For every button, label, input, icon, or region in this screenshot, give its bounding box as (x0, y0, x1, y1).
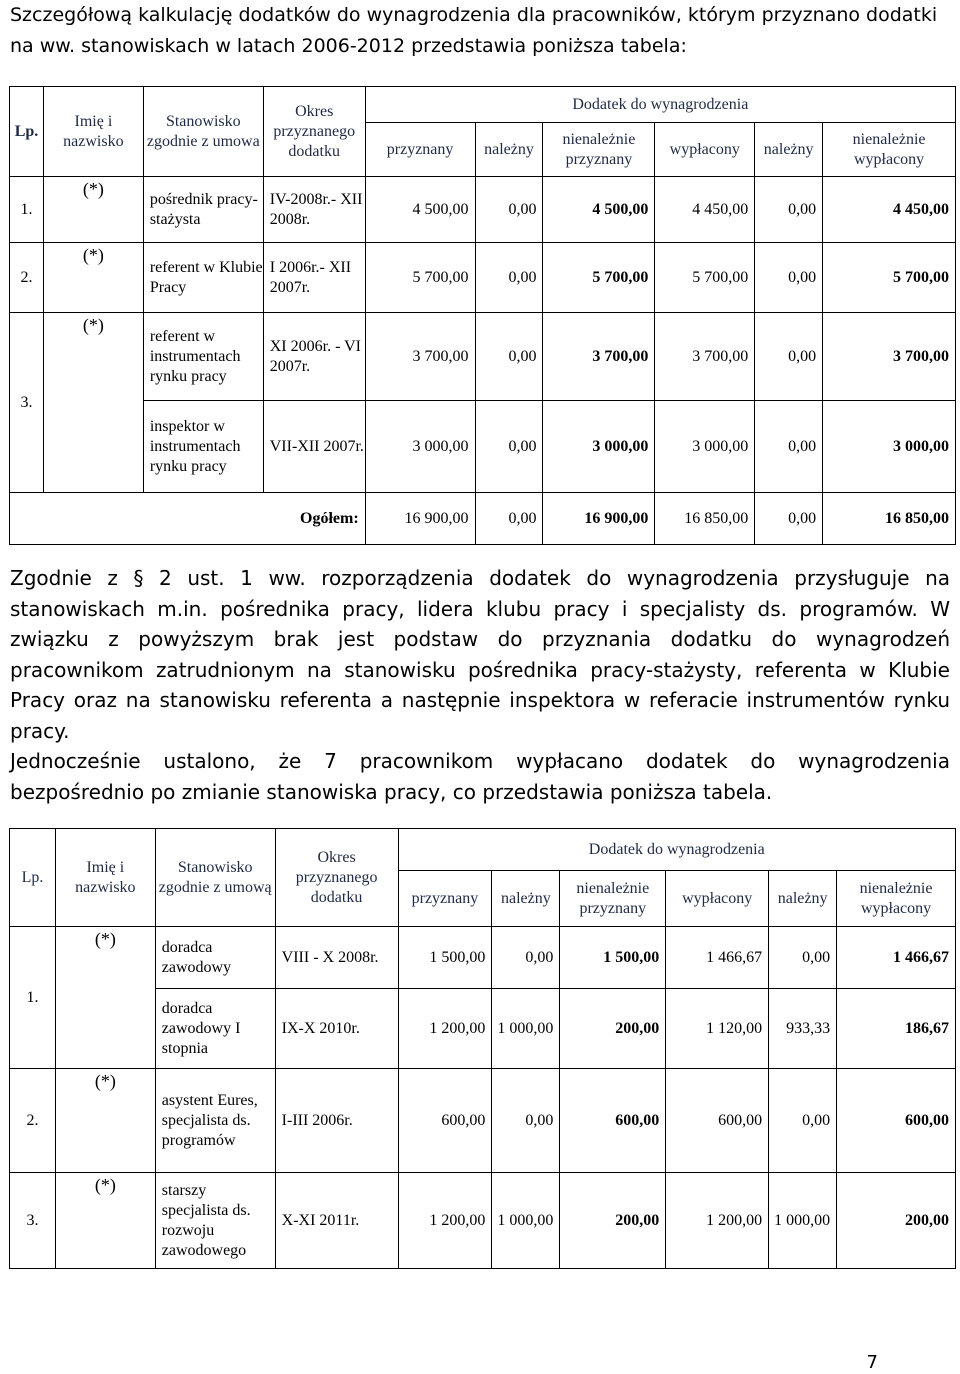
cell-value: 1 200,00 (398, 989, 492, 1069)
cell-value: 0,00 (769, 927, 837, 989)
cell-value: 3 000,00 (655, 401, 755, 493)
row-name: (*) (43, 177, 143, 243)
cell-value: 200,00 (837, 1173, 956, 1269)
header-col: nienależnie przyznany (543, 123, 655, 177)
cell-value: 1 000,00 (492, 1173, 560, 1269)
cell-value: 1 000,00 (769, 1173, 837, 1269)
cell-value: 0,00 (475, 401, 543, 493)
cell-value: 1 120,00 (666, 989, 769, 1069)
header-col: nienależnie wypłacony (837, 871, 956, 927)
header-col: nienależnie przyznany (560, 871, 666, 927)
cell-value: 5 700,00 (365, 243, 475, 313)
row-name: (*) (55, 927, 155, 1069)
header-col: należny (755, 123, 823, 177)
cell-value: 5 700,00 (655, 243, 755, 313)
body-paragraph (10, 563, 950, 807)
header-period: Okres przyznanego dodatku (275, 829, 398, 927)
cell-value: 186,67 (837, 989, 956, 1069)
cell-value: 200,00 (560, 989, 666, 1069)
row-name: (*) (55, 1069, 155, 1173)
cell-value: 0,00 (475, 243, 543, 313)
header-col: należny (492, 871, 560, 927)
cell-value: 600,00 (560, 1069, 666, 1173)
total-value: 0,00 (755, 493, 823, 545)
header-col: nienależnie wypłacony (823, 123, 956, 177)
row-position: inspektor w instrumentach rynku pracy (143, 401, 263, 493)
row-position: referent w instrumentach rynku pracy (143, 313, 263, 401)
row-position: pośrednik pracy-stażysta (143, 177, 263, 243)
header-name: Imię i nazwisko (43, 87, 143, 177)
row-lp: 1. (10, 927, 56, 1069)
cell-value: 4 500,00 (365, 177, 475, 243)
paragraph-1: Zgodnie z § 2 ust. 1 ww. rozporządzenia dodatek do wynagrodzenia przysługuje na stanowiskach m.in. pośrednika pracy, lidera klubu pracy i specjalisty ds. programów. W związku z powyższym brak jest podstaw do przyznania dodatku do wynagrodzeń pracownikom zatrudnionym na stanowisku pośrednika pracy-stażysty, referenta w Klubie Pracy oraz na stanowisku referenta a następnie inspektora w referacie instrumentów rynku pracy. (10, 566, 950, 743)
total-row (10, 493, 956, 545)
cell-value: 600,00 (837, 1069, 956, 1173)
cell-value: 0,00 (492, 1069, 560, 1173)
cell-value: 0,00 (475, 313, 543, 401)
header-col: przyznany (365, 123, 475, 177)
table-row (10, 177, 956, 243)
cell-value: 1 200,00 (398, 1173, 492, 1269)
total-value: 16 850,00 (823, 493, 956, 545)
row-lp: 3. (10, 1173, 56, 1269)
header-position: Stanowisko zgodnie z umową (155, 829, 275, 927)
row-period: I-III 2006r. (275, 1069, 398, 1173)
row-name: (*) (43, 313, 143, 493)
total-value: 16 850,00 (655, 493, 755, 545)
row-period: I 2006r.- XII 2007r. (263, 243, 365, 313)
table-row (10, 1069, 956, 1173)
cell-value: 1 466,67 (837, 927, 956, 989)
row-period: IV-2008r.- XII 2008r. (263, 177, 365, 243)
header-col: przyznany (398, 871, 492, 927)
header-col: wypłacony (655, 123, 755, 177)
row-lp: 2. (10, 243, 44, 313)
cell-value: 4 450,00 (823, 177, 956, 243)
total-value: 16 900,00 (365, 493, 475, 545)
row-name: (*) (55, 1173, 155, 1269)
table-row (10, 1173, 956, 1269)
cell-value: 0,00 (492, 927, 560, 989)
total-value: 16 900,00 (543, 493, 655, 545)
cell-value: 1 200,00 (666, 1173, 769, 1269)
cell-value: 3 700,00 (365, 313, 475, 401)
cell-value: 1 500,00 (398, 927, 492, 989)
table-row (10, 927, 956, 989)
cell-value: 3 700,00 (655, 313, 755, 401)
total-value: 0,00 (475, 493, 543, 545)
cell-value: 4 500,00 (543, 177, 655, 243)
header-name: Imię i nazwisko (55, 829, 155, 927)
total-label: Ogółem: (10, 493, 366, 545)
page-number: 7 (866, 1352, 878, 1373)
cell-value: 933,33 (769, 989, 837, 1069)
table-row (10, 401, 956, 493)
row-lp: 3. (10, 313, 44, 493)
header-lp: Lp. (10, 829, 56, 927)
cell-value: 200,00 (560, 1173, 666, 1269)
cell-value: 0,00 (769, 1069, 837, 1173)
row-position: doradca zawodowy I stopnia (155, 989, 275, 1069)
header-group: Dodatek do wynagrodzenia (365, 87, 955, 123)
cell-value: 0,00 (755, 243, 823, 313)
row-position: doradca zawodowy (155, 927, 275, 989)
cell-value: 0,00 (755, 313, 823, 401)
row-period: XI 2006r. - VI 2007r. (263, 313, 365, 401)
cell-value: 1 466,67 (666, 927, 769, 989)
paragraph-2: Jednocześnie ustalono, że 7 pracownikom wypłacano dodatek do wynagrodzenia bezpośrednio po zmianie stanowiska pracy, co przedstawia poniższa tabela. (10, 749, 950, 804)
row-period: VII-XII 2007r. (263, 401, 365, 493)
row-period: IX-X 2010r. (275, 989, 398, 1069)
allowance-table-2 (9, 828, 956, 1269)
header-col: należny (475, 123, 543, 177)
header-period: Okres przyznanego dodatku (263, 87, 365, 177)
intro-text: Szczegółową kalkulację dodatków do wynagrodzenia dla pracowników, którym przyznano dodatki na ww. stanowiskach w latach 2006-2012 przedstawia poniższa tabela: (10, 4, 938, 57)
cell-value: 5 700,00 (543, 243, 655, 313)
cell-value: 0,00 (475, 177, 543, 243)
header-lp: Lp. (10, 87, 44, 177)
cell-value: 600,00 (666, 1069, 769, 1173)
row-position: starszy specjalista ds. rozwoju zawodowego (155, 1173, 275, 1269)
cell-value: 5 700,00 (823, 243, 956, 313)
cell-value: 4 450,00 (655, 177, 755, 243)
allowance-table-1 (9, 86, 956, 545)
cell-value: 3 000,00 (823, 401, 956, 493)
cell-value: 3 700,00 (823, 313, 956, 401)
table-row (10, 243, 956, 313)
row-position: referent w Klubie Pracy (143, 243, 263, 313)
header-col: wypłacony (666, 871, 769, 927)
table-row (10, 313, 956, 401)
row-period: X-XI 2011r. (275, 1173, 398, 1269)
cell-value: 1 500,00 (560, 927, 666, 989)
cell-value: 0,00 (755, 177, 823, 243)
cell-value: 3 000,00 (365, 401, 475, 493)
cell-value: 0,00 (755, 401, 823, 493)
row-period: VIII - X 2008r. (275, 927, 398, 989)
row-name: (*) (43, 243, 143, 313)
row-position: asystent Eures, specjalista ds. programów (155, 1069, 275, 1173)
row-lp: 2. (10, 1069, 56, 1173)
cell-value: 3 700,00 (543, 313, 655, 401)
cell-value: 3 000,00 (543, 401, 655, 493)
cell-value: 1 000,00 (492, 989, 560, 1069)
cell-value: 600,00 (398, 1069, 492, 1173)
header-col: należny (769, 871, 837, 927)
header-position: Stanowisko zgodnie z umowa (143, 87, 263, 177)
row-lp: 1. (10, 177, 44, 243)
header-group: Dodatek do wynagrodzenia (398, 829, 956, 871)
